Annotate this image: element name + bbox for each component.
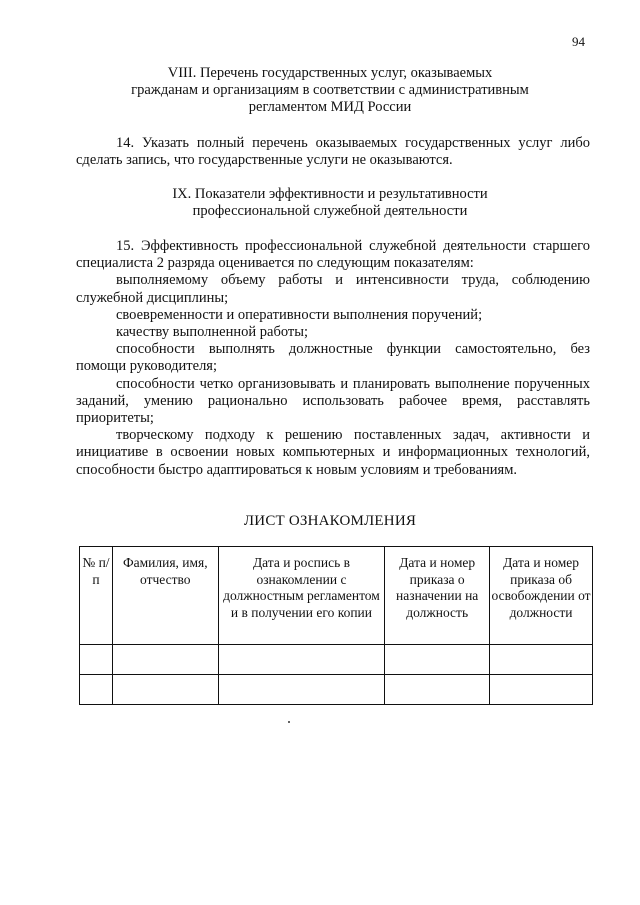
heading-line: гражданам и организациям в соответствии с административным <box>131 82 529 98</box>
indicator-item: творческому подходу к решению поставленных задач, активности и инициативе в освоении новых компьютерных и информационных технологий, способности быстро адаптироваться к новым условиям и требованиям. <box>76 427 590 478</box>
heading-line: регламентом МИД России <box>248 99 412 115</box>
section-heading-ix <box>60 186 600 220</box>
acknowledgment-table <box>79 546 593 705</box>
table-cell <box>80 645 113 675</box>
item-15 <box>76 238 590 479</box>
indicator-item: выполняемому объему работы и интенсивности труда, соблюдению служебной дисциплины; <box>76 272 590 306</box>
table-cell <box>490 675 593 705</box>
heading-line: IX. Показатели эффективности и результативности <box>172 186 488 202</box>
table-cell <box>80 675 113 705</box>
heading-line: профессиональной служебной деятельности <box>192 203 468 219</box>
table-cell <box>385 675 490 705</box>
indicator-item: способности четко организовывать и планировать выполнение порученных заданий, умению рационально использовать рабочее время, расставлять приоритеты; <box>76 375 590 427</box>
column-header-full-name: Фамилия, имя, отчество <box>112 547 218 645</box>
item-14 <box>76 135 590 169</box>
item-14-text: 14. Указать полный перечень оказываемых государственных услуг либо сделать запись, что государственные услуги не оказываются. <box>76 135 590 169</box>
indicator-item: своевременности и оперативности выполнения поручений; <box>116 306 483 323</box>
table-cell <box>490 645 593 675</box>
column-header-acknowledgment-date-signature: Дата и роспись в ознакомлении с должностным регламентом и в получении его копии <box>218 547 385 645</box>
table-cell <box>218 675 385 705</box>
table-cell <box>112 645 218 675</box>
scan-speck <box>288 721 290 723</box>
section-heading-viii <box>60 65 600 116</box>
heading-line: VIII. Перечень государственных услуг, оказываемых <box>167 65 493 81</box>
table-header-row <box>80 547 593 645</box>
column-header-appointment-order: Дата и номер приказа о назначении на должность <box>385 547 490 645</box>
table-cell <box>112 675 218 705</box>
item-15-intro: 15. Эффективность профессиональной служебной деятельности старшего специалиста 2 разряда оценивается по следующим показателям: <box>76 238 590 272</box>
column-header-number: № п/п <box>80 547 113 645</box>
table-cell <box>385 645 490 675</box>
page-number: 94 <box>572 34 585 49</box>
column-header-dismissal-order: Дата и номер приказа об освобождении от должности <box>490 547 593 645</box>
table-cell <box>218 645 385 675</box>
indicator-item: качеству выполненной работы; <box>116 324 308 341</box>
acknowledgment-sheet-title: ЛИСТ ОЗНАКОМЛЕНИЯ <box>243 513 417 529</box>
table-row <box>80 645 593 675</box>
indicator-item: способности выполнять должностные функции самостоятельно, без помощи руководителя; <box>76 341 590 375</box>
table-row <box>80 675 593 705</box>
